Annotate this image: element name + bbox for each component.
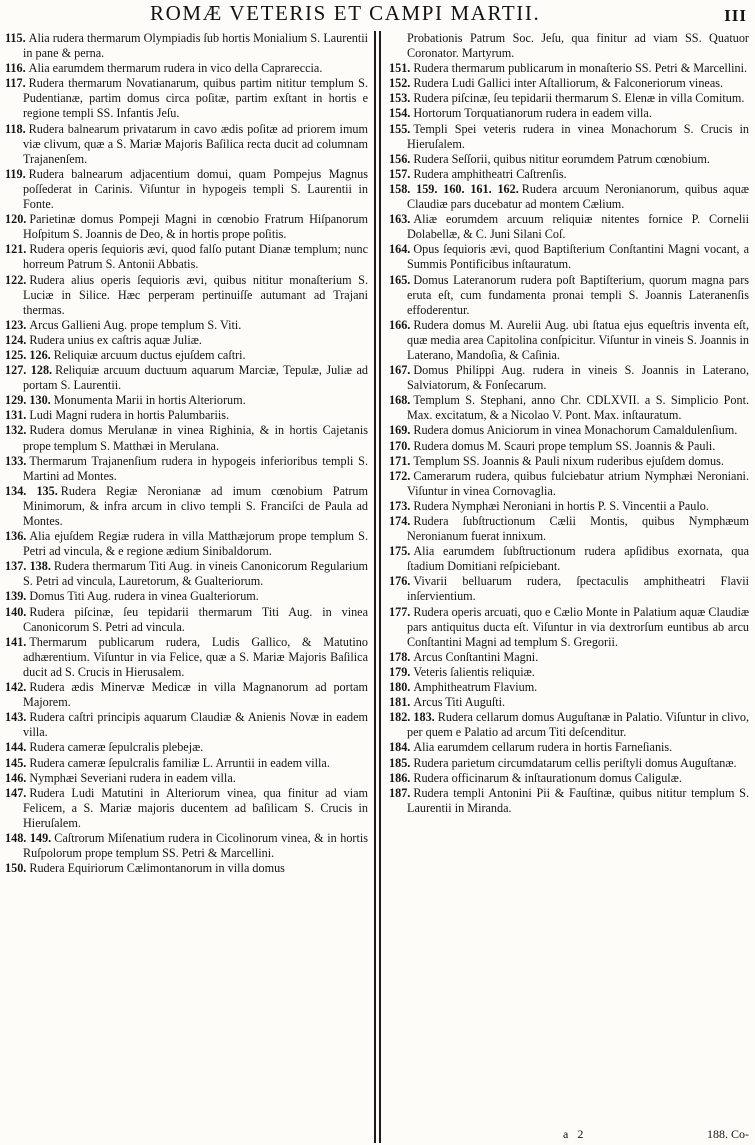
entry-text: Alia earumdem ſubſtructionum rudera apſidibus exornata, qua ſtadium Domitiani reſpiciebant. (407, 544, 749, 574)
entry-number: 156. (389, 151, 411, 166)
entry-number: 186. (389, 770, 411, 785)
entry-text: Rudera balnearum adjacentium domui, quam Pompejus Magnus poſſederat in Carinis. Viſuntur in hypogeis templi S. Laurentii in Fonte. (23, 166, 368, 212)
entry-number: 137. 138. (5, 559, 51, 574)
entry-text: Rudera cellarum domus Auguſtanæ in Palatio. Viſuntur in clivo, per quem e Palatio ad arcum Titi deſcenditur. (407, 710, 749, 740)
index-entry (389, 273, 749, 318)
index-entry (389, 710, 749, 740)
index-entry (5, 484, 368, 529)
entry-text: Rudera thermarum publicarum in monaſterio SS. Petri & Marcellini. (413, 61, 748, 76)
entry-text: Rudera piſcinæ, ſeu tepidarii thermarum Titi Aug. in vinea Canonicorum S. Petri ad vincula. (23, 604, 368, 634)
entry-text: Opus ſequioris ævi, quod Baptiſterium Conſtantini Magni vocant, a Summis Pontificibus inſtauratum. (407, 242, 749, 272)
entry-text: Rudera templi Antonini Pii & Fauſtinæ, quibus nititur templum S. Laurentii in Miranda. (407, 785, 749, 815)
entry-number: 150. (5, 861, 27, 876)
index-entry (389, 91, 749, 106)
entry-number: 167. (389, 363, 411, 378)
index-entry (5, 559, 368, 589)
index-entry (5, 61, 368, 76)
entry-text: Ludi Magni rudera in hortis Palumbariis. (29, 408, 230, 423)
page-footer (0, 1127, 755, 1145)
right-column (389, 31, 749, 1121)
entry-number: 152. (389, 76, 411, 91)
index-entry (389, 106, 749, 121)
index-entry (389, 454, 749, 469)
entry-text: Hortorum Torquatianorum rudera in eadem villa. (413, 106, 652, 121)
index-entry (5, 242, 368, 272)
entry-text: Domus Philippi Aug. rudera in vineis S. Joannis in Laterano, Salviatorum, & Fonſecarum. (407, 363, 749, 393)
entry-text: Alia rudera thermarum Olympiadis ſub hortis Monialium S. Laurentii in pane & perna. (23, 31, 368, 61)
entry-number: 140. (5, 604, 27, 619)
entry-number: 144. (5, 740, 27, 755)
entry-text: Arcus Conſtantini Magni. (413, 649, 539, 664)
index-entry (389, 76, 749, 91)
index-entry (389, 740, 749, 755)
index-entry (389, 122, 749, 152)
entry-number: 119. (5, 166, 26, 181)
entry-text: Rudera ſubſtructionum Cælii Montis, quibus Nymphæum Neronianum fuerat innixum. (407, 514, 749, 544)
catchword: 188. Co- (707, 1127, 749, 1141)
index-entry (389, 393, 749, 423)
entry-text: Rudera amphitheatri Caſtrenſis. (413, 166, 567, 181)
entry-number: 123. (5, 317, 27, 332)
entry-number: 187. (389, 785, 411, 800)
entry-number: 172. (389, 468, 411, 483)
index-entry (5, 454, 368, 484)
entry-number: 115. (5, 31, 26, 45)
entry-number: 174. (389, 514, 411, 528)
entry-number: 154. (389, 106, 411, 121)
entry-number: 181. (389, 695, 411, 710)
entry-text: Templum SS. Joannis & Pauli nixum ruderibus ejuſdem domus. (413, 453, 724, 468)
index-entry (5, 318, 368, 333)
column-divider (374, 31, 376, 1143)
index-entry (389, 650, 749, 665)
index-entry (5, 31, 368, 61)
entry-text: Aliæ eorumdem arcuum reliquiæ nitentes fornice P. Cornelii Dolabellæ, & C. Juni Silani Coſ. (407, 212, 749, 242)
index-entry (5, 589, 368, 604)
entry-number: 184. (389, 740, 411, 755)
entry-text: Alia earumdem thermarum rudera in vico della Caprareccia. (28, 61, 323, 76)
page-number: III (724, 6, 747, 25)
index-entry (5, 605, 368, 635)
entry-number: 151. (389, 61, 411, 76)
entry-number: 125. 126. (5, 347, 51, 362)
entry-text: Camerarum rudera, quibus fulciebatur atrium Nymphæi Neroniani. Viſuntur in vinea Cornovaglia. (407, 468, 749, 498)
entry-text: Rudera operis arcuati, quo e Cælio Monte in Palatium aquæ Claudiæ pars antiquitus ducta eſt. Viſuntur in via dextrorſum euntibus ab arcu Conſtantini Magni ad templum S. Gregorii. (407, 604, 749, 649)
index-entry (389, 605, 749, 650)
index-entry (5, 635, 368, 680)
entry-number: 127. 128. (5, 363, 53, 378)
index-entry (5, 771, 368, 786)
index-entry (389, 499, 749, 514)
signature-mark: a 2 (563, 1127, 587, 1141)
entry-text: Vivarii belluarum rudera, ſpectaculis amphitheatri Flavii inſervientium. (407, 574, 749, 604)
entry-text: Rudera cameræ ſepulcralis plebejæ. (29, 740, 204, 755)
entry-text: Rudera officinarum & inſtaurationum domus Caligulæ. (413, 770, 682, 785)
entry-number: 116. (5, 61, 26, 76)
entry-text: Rudera ædis Minervæ Medicæ in villa Magnanorum ad portam Majorem. (23, 680, 368, 710)
entry-text: Rudera Seſſorii, quibus nititur eorumdem Patrum cœnobium. (413, 151, 710, 166)
entry-number: 173. (389, 498, 411, 513)
entry-text: Rudera domus M. Scauri prope templum SS. Joannis & Pauli. (413, 438, 716, 453)
running-header (0, 0, 755, 26)
entry-text: Rudera cameræ ſepulcralis familiæ L. Arruntii in eadem villa. (29, 755, 330, 770)
entry-text: Rudera operis ſequioris ævi, quod falſo putant Dianæ templum; nunc horreum Patrum S. Antonii Abbatis. (23, 242, 368, 272)
entry-text: Rudera arcuum Neronianorum, quibus aquæ Claudiæ pars ducebatur ad montem Cælium. (407, 181, 749, 212)
entry-text: Amphitheatrum Flavium. (413, 680, 538, 695)
entry-number: 141. (5, 634, 27, 649)
index-entry (5, 861, 368, 876)
entry-text: Arcus Titi Auguſti. (413, 695, 506, 710)
entry-text: Rudera unius ex caſtris aquæ Juliæ. (29, 332, 202, 347)
index-entry (5, 76, 368, 121)
entry-number: 139. (5, 589, 27, 604)
index-entry (5, 348, 368, 363)
entry-text: Probationis Patrum Soc. Jeſu, qua finitur ad viam SS. Quatuor Coronator. Martyrum. (407, 31, 749, 61)
entry-number: 120. (5, 212, 27, 227)
entry-number: 182. 183. (389, 710, 435, 725)
entry-number: 117. (5, 76, 26, 91)
entry-number: 175. (389, 544, 411, 559)
entry-number: 171. (389, 453, 411, 468)
entry-text: Veteris ſalientis reliquiæ. (413, 664, 535, 679)
index-entry (5, 408, 368, 423)
index-entry (5, 786, 368, 831)
entry-number: 148. 149. (5, 830, 52, 845)
index-entry (389, 167, 749, 182)
entry-number: 143. (5, 710, 27, 725)
entry-text: Alia ejuſdem Regiæ rudera in villa Matthæjorum prope templum S. Petri ad vincula, & e regione ædium Sinibaldorum. (23, 529, 368, 559)
index-entry (389, 423, 749, 438)
index-entry (5, 273, 368, 318)
entry-text: Arcus Gallieni Aug. prope templum S. Viti. (29, 317, 242, 332)
entry-text: Rudera balnearum privatarum in cavo ædis poſitæ ad priorem imum viæ clivum, quæ a S. Mariæ Majoris Baſilica recta ducit ad columnam Trajanenſem. (23, 121, 368, 166)
entry-number: 165. (389, 272, 411, 287)
entry-text: Rudera Ludi Matutini in Alteriorum vinea, qua finitur ad viam Felicem, a S. Mariæ majoris ducentem ad baſilicam S. Crucis in Hieruſalem. (23, 785, 368, 830)
entry-number: 179. (389, 664, 411, 679)
index-entry (389, 771, 749, 786)
entry-text: Templi Spei veteris rudera in vinea Monachorum S. Crucis in Hieruſalem. (407, 121, 749, 151)
page-title: ROMÆ VETERIS ET CAMPI MARTII. (150, 1, 541, 25)
entry-number: 169. (389, 423, 411, 438)
index-entry (389, 363, 749, 393)
entry-number: 136. (5, 529, 27, 544)
entry-number: 132. (5, 423, 27, 438)
entry-number: 185. (389, 755, 411, 770)
entry-number: 124. (5, 332, 27, 347)
index-entry (5, 831, 368, 861)
entry-text: Rudera parietum circumdatarum cellis periſtyli domus Auguſtanæ. (413, 755, 737, 770)
entry-number: 142. (5, 680, 27, 695)
entry-text: Rudera piſcinæ, ſeu tepidarii thermarum S. Elenæ in villa Comitum. (413, 91, 745, 106)
index-entry (5, 167, 368, 212)
index-entry (5, 529, 368, 559)
entry-number: 166. (389, 317, 411, 332)
entry-number: 146. (5, 770, 27, 785)
entry-number: 157. (389, 166, 411, 181)
index-entry (389, 514, 749, 544)
entry-text: Monumenta Marii in hortis Alteriorum. (53, 393, 246, 408)
entry-text: Rudera domus Merulanæ in vinea Righinia, & in hortis Cajetanis prope templum S. Matthæi in Merulana. (23, 423, 368, 453)
entry-text: Parietinæ domus Pompeji Magni in cœnobio Fratrum Hiſpanorum Hoſpitum S. Joannis de Deo, & in hortis prope poſitis. (23, 212, 368, 242)
entry-text: Templum S. Stephani, anno Chr. CDLXVII. a S. Simplicio Pont. Max. excitatum, & a Nicolao V. Pont. Max. inſtauratum. (407, 393, 749, 423)
entry-number: 121. (5, 242, 27, 257)
entry-text: Caſtrorum Miſenatium rudera in Cicolinorum vinea, & in hortis Ruſpolorum prope templum SS. Petri & Marcellini. (23, 830, 368, 861)
entry-number: 177. (389, 604, 411, 619)
entry-text: Domus Lateranorum rudera poſt Baptiſterium, quorum magna pars eruta eſt, cum fundamenta pronai templi S. Joannis Lateranenſis effoderentur. (407, 272, 749, 317)
entry-text: Thermarum publicarum rudera, Ludis Gallico, & Matutino adhærentium. Viſuntur in via Felice, quæ a S. Mariæ Majoris Baſilica ducit ad S. Crucis in Hierusalem. (23, 634, 368, 679)
entry-text: Rudera alius operis ſequioris ævi, quibus nititur monaſterium S. Luciæ in Silice. Hæc perperam pertinuiſſe autumant ad Trajani thermas. (23, 272, 368, 317)
entry-text: Alia earumdem cellarum rudera in hortis Farneſianis. (413, 740, 673, 755)
index-entry (389, 242, 749, 272)
index-entry (5, 333, 368, 348)
index-entry (389, 318, 749, 363)
index-entry (389, 152, 749, 167)
entry-number: 118. (5, 121, 26, 136)
index-entry (5, 740, 368, 755)
index-entry (389, 212, 749, 242)
entry-number: 168. (389, 393, 411, 408)
index-entry (5, 212, 368, 242)
index-entry (5, 680, 368, 710)
index-entry (389, 786, 749, 816)
entry-number: 163. (389, 212, 411, 227)
index-entry (389, 665, 749, 680)
index-entry (389, 469, 749, 499)
entry-number: 176. (389, 574, 411, 589)
entry-number: 180. (389, 680, 411, 695)
entry-text: Rudera Ludi Gallici inter Aſtalliorum, & Falconeriorum vineas. (413, 76, 724, 91)
entry-number: 158. 159. 160. 161. 162. (389, 181, 519, 196)
entry-text: Rudera domus M. Aurelii Aug. ubi ſtatua ejus equeſtris inventa eſt, quæ media area Capitolina conſpicitur. Viſuntur in vineis S. Joannis in Laterano, Mandoſia, & Caſinia. (407, 317, 749, 362)
entry-text: Nymphæi Severiani rudera in eadem villa. (29, 770, 236, 785)
entry-text: Rudera Nymphæi Neroniani in hortis P. S. Vincentii a Paulo. (413, 498, 709, 513)
entry-number: 133. (5, 453, 27, 468)
index-entry (5, 756, 368, 771)
entry-text: Domus Titi Aug. rudera in vinea Gualteriorum. (29, 589, 259, 604)
index-entry (389, 439, 749, 454)
left-column (5, 31, 368, 1121)
index-entry (5, 393, 368, 408)
entry-number: 164. (389, 242, 411, 257)
index-entry (5, 122, 368, 167)
entry-text: Rudera domus Aniciorum in vinea Monachorum Camaldulenſium. (413, 423, 738, 438)
index-entry (389, 182, 749, 212)
index-entry (389, 61, 749, 76)
index-entry (389, 574, 749, 604)
index-entry (389, 695, 749, 710)
entry-number: 153. (389, 91, 411, 106)
entry-text: Rudera caſtri principis aquarum Claudiæ & Anienis Novæ in eadem villa. (23, 710, 368, 740)
index-entry (5, 363, 368, 393)
index-entry (389, 756, 749, 771)
index-entry (389, 544, 749, 574)
entry-text: Rudera thermarum Novatianarum, quibus partim nititur templum S. Pudentianæ, partim domus circa poſitæ, partim exſtant in hortis e regione templi SS. Infantis Jeſu. (23, 76, 368, 121)
entry-number: 129. 130. (5, 393, 51, 408)
entry-number: 170. (389, 438, 411, 453)
entry-text: Rudera Regiæ Neronianæ ad imum cœnobium Patrum Minimorum, & infra arcum in clivo templi S. Franciſci de Paula ad Montes. (23, 483, 368, 528)
index-entry (5, 710, 368, 740)
column-divider (379, 31, 381, 1143)
entry-number: 131. (5, 408, 27, 423)
index-entry (5, 423, 368, 453)
entry-text: Rudera thermarum Titi Aug. in vineis Canonicorum Regularium S. Petri ad vincula, Lauretorum, & Gualteriorum. (23, 559, 368, 589)
entry-number: 155. (389, 121, 411, 136)
entry-text: Reliquiæ arcuum ductus ejuſdem caſtri. (53, 347, 246, 362)
entry-number: 122. (5, 272, 27, 287)
index-entry (389, 680, 749, 695)
entry-text: Rudera Equiriorum Cælimontanorum in villa domus (29, 861, 285, 876)
entry-number: 178. (389, 649, 411, 664)
entry-number: 147. (5, 785, 27, 800)
index-entry (389, 31, 749, 61)
entry-text: Reliquiæ arcuum ductuum aquarum Marciæ, Tepulæ, Juliæ ad portam S. Laurentii. (23, 363, 368, 393)
entry-text: Thermarum Trajanenſium rudera in hypogeis inferioribus templi S. Martini ad Montes. (23, 453, 368, 483)
entry-number: 134. 135. (5, 483, 58, 498)
entry-number: 145. (5, 755, 27, 770)
